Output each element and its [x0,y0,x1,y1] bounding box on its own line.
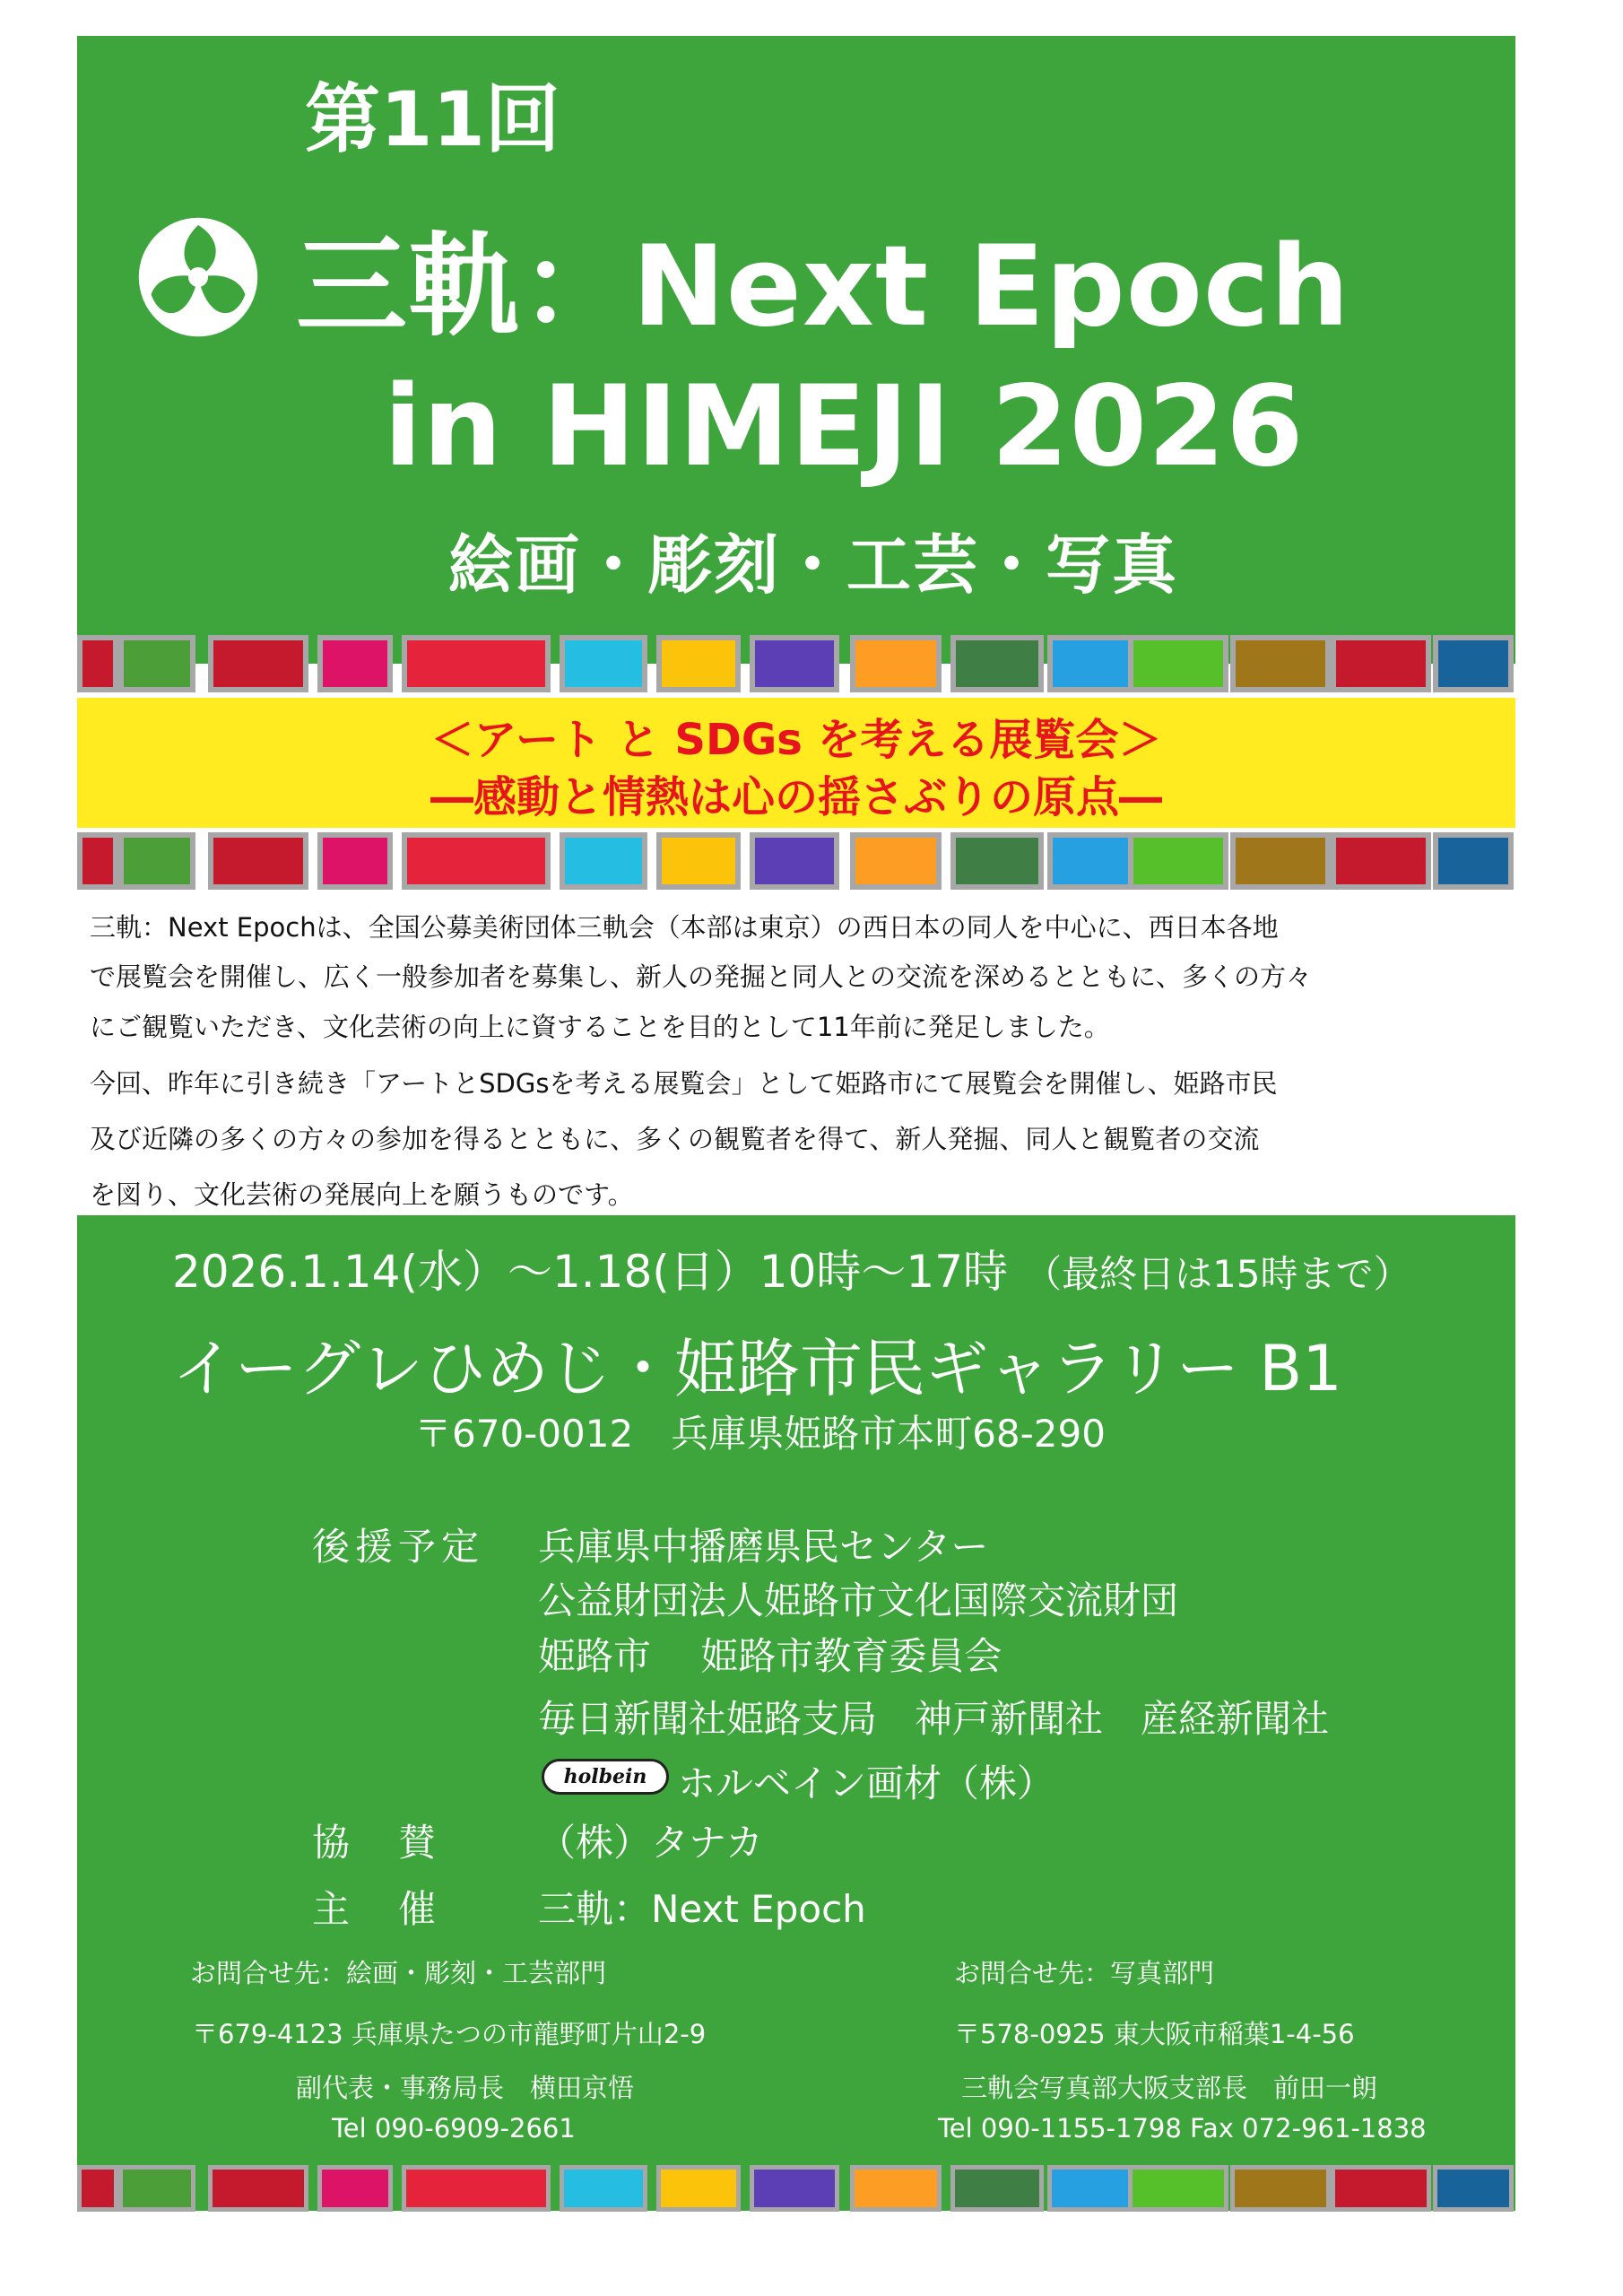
intro-line-4: 今回、昨年に引き続き「アートとSDGsを考える展覧会」として姫路市にて展覧会を開催し、姫路市民 [90,1068,1278,1099]
sdg-color-tile [1331,635,1431,692]
sdg-color-tile [560,635,647,692]
sdg-color-tile [1128,635,1228,692]
support-line-2: 公益財団法人姫路市文化国際交流財団 [538,1578,1179,1622]
sdg-color-tile [77,832,118,890]
sdg-color-tile [77,2165,118,2212]
sdg-color-tile [1433,832,1514,890]
event-title-line-2: in HIMEJI 2026 [384,362,1305,491]
intro-line-5: 及び近隣の多くの方々の参加を得るとともに、多くの観覧者を得て、新人発掘、同人と観覧者の交流 [90,1124,1260,1154]
contact-right-person: 三軌会写真部大阪支部長 前田一朗 [961,2073,1378,2103]
sdg-color-tile [950,832,1044,890]
sdg-color-tile [950,2165,1044,2212]
sdg-color-tile [750,635,839,692]
contact-left-tel: Tel 090-6909-2661 [332,2113,576,2144]
genres-subtitle: 絵画・彫刻・工芸・写真 [448,527,1179,603]
sdg-color-tile [1433,2165,1514,2212]
cosponsor-name: （株）タナカ [538,1821,764,1865]
sdg-color-tile [656,635,741,692]
event-dates-main: 2026.1.14(水）～1.18(日）10時～17時 [172,1246,1009,1298]
sdg-color-tile [208,832,308,890]
sdg-color-tile [560,2165,647,2212]
sdg-color-tile [208,2165,308,2212]
sdg-color-tile [560,832,647,890]
support-line-3: 姫路市 姫路市教育委員会 [538,1634,1002,1678]
support-line-4: 毎日新聞社姫路支局 神戸新聞社 産経新聞社 [538,1697,1330,1741]
sdg-color-tile [1128,2165,1228,2212]
sdg-color-tile [750,832,839,890]
sdg-color-tile [1331,2165,1431,2212]
event-venue: イーグレひめじ・姫路市民ギャラリー B1 [172,1332,1342,1405]
contact-left-title: お問合せ先：絵画・彫刻・工芸部門 [190,1958,607,1988]
contact-right-tel: Tel 090-1155-1798 Fax 072-961-1838 [938,2113,1427,2144]
sdg-color-tile [950,635,1044,692]
sdg-color-tile [1230,635,1331,692]
intro-line-2: で展覧会を開催し、広く一般参加者を募集し、新人の発掘と同人との交流を深めるとともに、多くの方々 [90,961,1313,992]
theme-subtitle: ―感動と情熱は心の揺さぶりの原点― [430,772,1162,822]
sdg-color-tile [118,2165,195,2212]
sdg-color-tile [77,635,118,692]
sdg-color-tile [1230,832,1331,890]
organizer-name: 三軌：Next Epoch [538,1887,866,1931]
sdg-color-tile [317,635,393,692]
sdg-color-tile [402,832,551,890]
sdg-color-tile [317,832,393,890]
contact-right-address: 〒578-0925 東大阪市稲葉1-4-56 [954,2019,1355,2049]
sdg-color-tile [1128,832,1228,890]
edition-label: 第11回 [305,75,560,163]
contact-left-person: 副代表・事務局長 横田京悟 [296,2073,635,2103]
contact-left-address: 〒679-4123 兵庫県たつの市龍野町片山2-9 [192,2019,707,2049]
support-line-holbein: ホルベイン画材（株） [678,1761,1055,1805]
support-label: 後援予定 [312,1525,485,1569]
sdg-color-tile [118,635,195,692]
sdg-color-tile [317,2165,393,2212]
sdg-color-tile [1433,635,1514,692]
sdg-color-tile [208,635,308,692]
sanki-logo-icon [136,215,260,339]
sdg-color-tile [850,635,942,692]
contact-right-title: お問合せ先：写真部門 [954,1958,1215,1988]
event-dates-note: （最終日は15時まで） [1024,1252,1411,1296]
sdg-color-tile [656,832,741,890]
organizer-label: 主 催 [312,1887,442,1931]
theme-title: ＜アート と SDGs を考える展覧会＞ [430,715,1162,765]
sdg-color-tile [850,2165,942,2212]
event-title-line-1: 三軌：Next Epoch [296,222,1350,352]
intro-line-1: 三軌：Next Epochは、全国公募美術団体三軌会（本部は東京）の西日本の同人を中心に、西日本各地 [90,912,1279,943]
intro-line-6: を図り、文化芸術の発展向上を願うものです。 [90,1179,634,1210]
sdg-color-tile [656,2165,741,2212]
intro-line-3: にご観覧いただき、文化芸術の向上に資することを目的として11年前に発足しました。 [90,1012,1110,1042]
sdg-tile-strip-top [77,630,1515,698]
sdg-color-tile [1047,2165,1141,2212]
venue-address: 〒670-0012 兵庫県姫路市本町68-290 [414,1412,1106,1456]
sdg-color-tile [402,2165,551,2212]
sdg-color-tile [118,832,195,890]
support-line-1: 兵庫県中播磨県民センター [538,1525,989,1569]
theme-banner [77,698,1515,828]
sdg-color-tile [1230,2165,1331,2212]
event-dates [172,1236,1411,1300]
sdg-color-tile [1047,832,1141,890]
holbein-logo: holbein [542,1759,669,1795]
sdg-tile-strip-middle [77,827,1515,895]
sdg-color-tile [850,832,942,890]
sdg-color-tile [750,2165,839,2212]
sdg-color-tile [402,635,551,692]
sdg-color-tile [1047,635,1141,692]
sdg-color-tile [1331,832,1431,890]
cosponsor-label: 協 賛 [312,1821,442,1865]
sdg-tile-strip-bottom [77,2161,1515,2215]
